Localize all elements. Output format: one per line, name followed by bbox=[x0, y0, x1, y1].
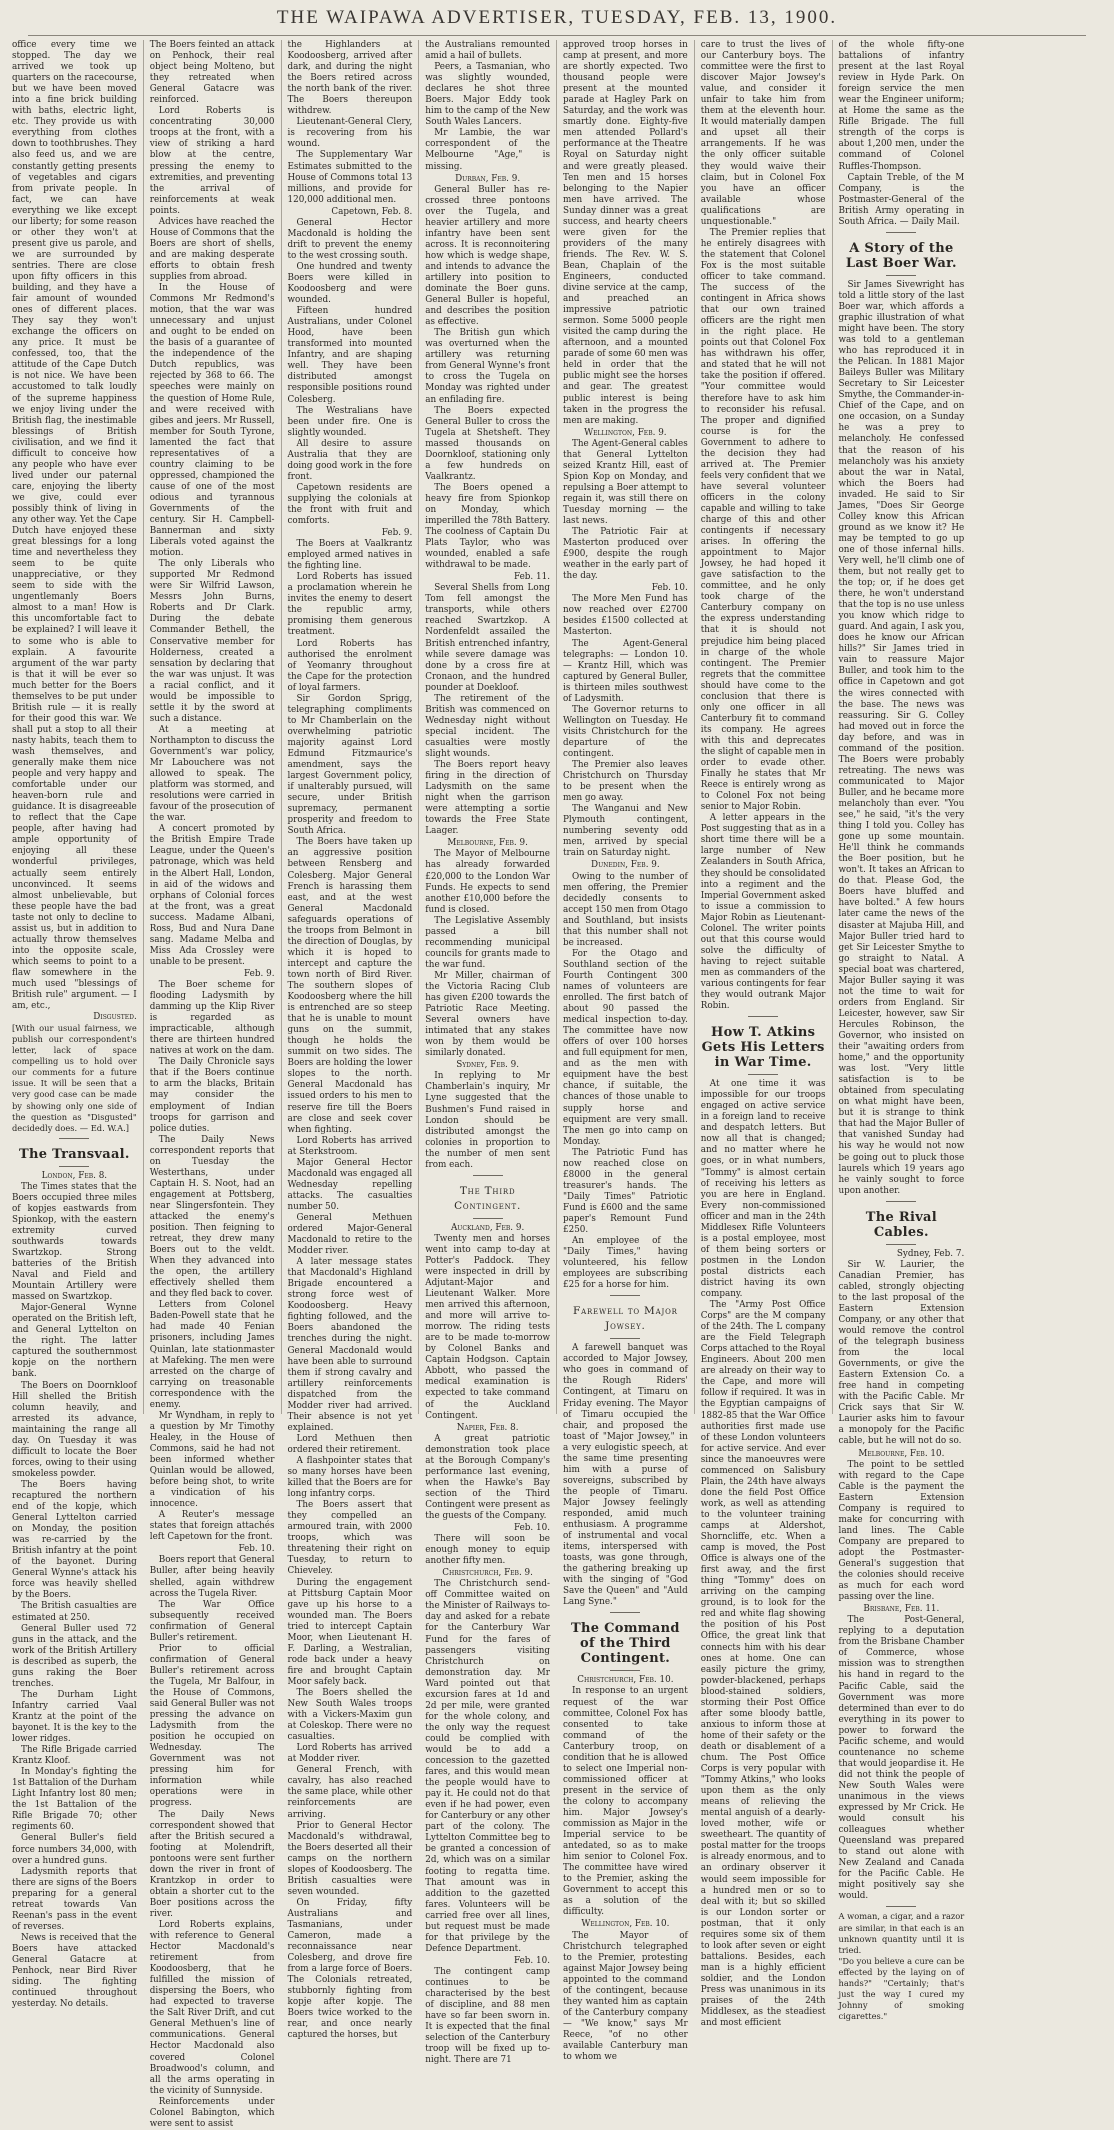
paragraph: The Times states that the Boers occupied three miles of kopjes eastwards from Spionkop, with the eastern extremity curved southwards towards Swartzkop. Strong batteries of the British Naval and Field and Mountain Artillery were massed on Swartzkop. bbox=[12, 1181, 137, 1303]
paragraph: Ladysmith reports that there are signs of the Boers preparing for a general retreat towards Van Reenan's pass in the event of reverses. bbox=[12, 1866, 137, 1932]
dateline: Wellington, Feb. 10. bbox=[581, 1919, 670, 1930]
paragraph: A farewell banquet was accorded to Major Jowsey, who goes in command of the Rough Riders' Contingent, at Timaru on Friday evening. The Mayor of Timaru occupied the chair, and proposed the toast of "Major Jowsey," in a very eulogistic speech, at the same time presenting him with a purse of sovereigns, subscribed by the people of Timaru. Major Jowsey feelingly responded, amid much enthusiasm. A programme of instrumental and vocal items, interspersed with toasts, was gone through, the gathering breaking up with the singing of "God Save the Queen" and "Auld Lang Syne." bbox=[563, 1343, 688, 1608]
paragraph: Lord Roberts has arrived at Modder river. bbox=[287, 1743, 413, 1765]
paragraph: Mr Lambie, the war correspondent of the Melbourne "Age," is missing. bbox=[425, 128, 550, 172]
divider bbox=[473, 1218, 503, 1219]
divider bbox=[886, 275, 916, 276]
paragraph: During the engagement at Pittsburg Captain Moor gave up his horse to a wounded man. The Boers tried to intercept Captain Moor, when Lieutenant H. F. Darling, a Westralian, rode back under a heavy fire and brought Captain Moor safely back. bbox=[287, 1577, 413, 1687]
letter-body: office every time we stopped. The day we arrived we took up quarters on the racecourse, but we have been moved into a fine brick building with baths, electric light, etc. They provide us with everything from clothes down to toothbrushes. They also feed us, and we are constantly getting presents of vegetables and cigars from private people. In fact, we can have everything we like except our liberty; for some reason or other they won't at present give us parole, and we are surrounded by sentries. There are close upon fifty officers in this building, and they have a fair amount of wounded ones of different places. They say they won't exchange the officers on any price. It must be confessed, too, that the attitude of the Cape Dutch is not nice. We have been accustomed to talk loudly of the supreme happiness we enjoy living under the British flag, the inestimable blessings of British civilisation, and we find it difficult to conceive how any people who have ever lived under our paternal care, enjoying the liberty we give, could ever possibly think of living in any other way. Yet the Cape Dutch have enjoyed these great blessings for a long time and nevertheless they seem to be quite unappreciative, or they seem to side with the ungentlemanly Boers almost to a man! How is this uncomfortable fact to be explained? I will leave it to some who is able to explain. A favourite argument of the war party is that it will be ever so much better for the Boers themselves to be put under British rule — it is really for their good this war. We shall put a stop to all their nasty habits, teach them to wash themselves, and generally make them nice people and very happy and comfortable under our heaven-born rule and guidance. It is disagreeable to reflect that the Cape people, after having had ample opportunity of enjoying all these wonderful privileges, actually seem entirely unconvinced. It seems almost unbelievable, but these people have the bad taste not only to decline to assist us, but in addition to actually throw themselves into the opposite scale, which seems to point to a flaw somewhere in the much used "blessings of British rule" argument. — I am, etc., bbox=[12, 40, 137, 1012]
paragraph: Sir James Sivewright has told a little story of the last Boer war, which affords a graphic illustration of what might have been. The story was told to a gentleman who has reproduced it in the Pelican. In 1881 Major Baileys Buller was Military Secretary to Sir Leicester Smythe, the Commander-in-Chief of the Cape, and on one occasion, on a Sunday he was a prey to melancholy. He confessed that the reason of his melancholy was his anxiety about the war in Natal, which the Boers had invaded. He said to Sir James, "Does Sir George Colley know this African ground as we know it? He may be tempted to go up one of those infernal hills. Very well, he'll climb one of them, but not really get to the top; or, if he does get there, he won't understand that the top is no use unless you know which ridge to guard. And again, I ask you, does he know our African hills?" Sir James tried in vain to reassure Major Buller, and took him to the office in Capetown and got the wires connected with the base. The news was reassuring. Sir G. Colley had moved out in force the day before, and was in command of the position. The Boers were probably retreating. The news was communicated to Major Buller, and he became more melancholy than ever. "You see," he said, "it's the very thing I told you. Colley has gone up some mountain. He'll think he commands the Boer position, but he won't. It takes an African to do that. Please God, the Boers have bluffed and have bolted." A few hours later came the news of the disaster at Majuba Hill, and Major Buller tried hard to get Sir Leicester Smythe to go straight to Natal. A special boat was chartered, Major Buller saying it was not the time to wait for orders from England. Sir Leicester, however, saw Sir Hercules Robinson, the Governor, who insisted on their "awaiting orders from home," and the opportunity was lost. "Very little satisfaction is to be obtained from speculating on what might have been, but it is strange to think that had the Major Buller of that vanished Sunday had his way he would not now be going out to pluck those laurels which 19 years ago he vainly sought to force upon another. bbox=[838, 279, 965, 1196]
column-6 bbox=[695, 40, 833, 2029]
divider bbox=[610, 1670, 640, 1671]
paragraph: Mr Wyndham, in reply to a question by Mr Timothy Healey, in the House of Commons, said he had not been informed whether Quinlan would be allowed, before being shot, to write a vindication of his innocence. bbox=[149, 1410, 275, 1510]
dateline: Melbourne, Feb. 9. bbox=[447, 838, 528, 849]
paragraph: General French, with cavalry, has also reached the same place, while other reinforcements are arriving. bbox=[287, 1765, 413, 1820]
paragraph: The Legislative Assembly passed a bill recommending municipal councils for grants made to the war fund. bbox=[425, 915, 550, 970]
paragraph: General Hector Macdonald is holding the drift to prevent the enemy to the west crossing south. bbox=[287, 217, 413, 261]
paragraph: There will soon be enough money to equip another fifty men. bbox=[425, 1534, 550, 1567]
column-1 bbox=[6, 40, 144, 2010]
paragraph: The Daily News correspondent showed that after the British secured a footing at Molendrift, pontoons were sent further down the river in front of Krantzkop in order to obtain a shorter cut to the Boer positions across the river. bbox=[149, 1809, 275, 1919]
paragraph: Capetown residents are supplying the colonials at the front with fruit and comforts. bbox=[287, 482, 413, 527]
paragraph: The "Army Post Office Corps" are the M company of the 24th. The L company are the Field Telegraph Corps attached to the Royal Engineers. About 200 men are already on their way to the Cape, and more will follow if required. It was in the Egyptian campaigns of 1882-85 that the War Office authorities first made use of these London volunteers for active service. And ever since the manoeuvres were commenced on Salisbury Plain, the 24th have always done the field Post Office work, as well as attending to the volunteer training camps at Aldershot, Shorncliffe, etc. When a camp is moved, the Post Office is always one of the first away, and the first thing "Tommy" does on arriving on the camping ground, is to look for the red and white flag showing the position of his Post Office, the great link that connects him with his dear ones at home. One can easily picture the grimy, powder-blackened, perhaps blood-stained soldiers, storming their Post Office after some bloody battle, anxious to inform those at home of their safety or the death or disablement of a chum. The Post Office Corps is very popular with "Tommy Atkins," who looks upon them as the only means of relieving the mental anguish of a dearly-loved mother, wife or sweetheart. The quantity of postal matter for the troops is already enormous, and to an ordinary observer it would seem impossible for a hundred men or so to deal with it; but so skilled is our London sorter or postman, that it only requires some six of them to look after seven or eight battalions. Besides, each man is a highly efficient soldier, and the London Press was unanimous in its praises of the 24th Middlesex, as the steadiest and most efficient bbox=[700, 1300, 826, 2029]
paragraph: The Agent-General telegraphs: — London 10. — Krantz Hill, which was captured by General Buller, is thirteen miles southwest of Ladysmith. bbox=[563, 638, 688, 704]
dateline: Sydney, Feb. 9. bbox=[456, 1060, 520, 1071]
column-4 bbox=[419, 40, 557, 2066]
paragraph: The Agent-General cables that General Lyttelton seized Krantz Hill, east of Spion Kop on Monday, and repulsing a Boer attempt to regain it, was still there on Tuesday morning — the last news. bbox=[563, 438, 688, 527]
divider bbox=[886, 1201, 916, 1202]
dateline: Brisbane, Feb. 11. bbox=[863, 1604, 940, 1615]
paragraph: Captain Treble, of the M Company, is the Postmaster-General of the British Army operating in South Africa. — Daily Mail. bbox=[838, 172, 965, 227]
paragraph: The Boers opened a heavy fire from Spionkop on Monday, which imperilled the 78th Battery. The coolness of Captain Du Plats Taylor, who was wounded, enabled a safe withdrawal to be made. bbox=[425, 482, 550, 571]
paragraph: At a meeting at Northampton to discuss the Government's war policy, Mr Labouchere was not allowed to speak. The platform was stormed, and resolutions were carried in favour of the prosecution of the war. bbox=[149, 724, 275, 824]
paragraph: Reinforcements under Colonel Babington, which were sent to assist bbox=[149, 2096, 275, 2129]
paragraph: In response to an urgent request of the war committee, Colonel Fox has consented to take command of the Canterbury troop, on condition that he is allowed to select one Imperial non-commissioned officer at present in the service of the colony to accompany him. Major Jowsey's commission as Major in the Imperial service to be antedated, so as to make him senior to Colonel Fox. The committee have wired to the Premier, asking the Government to accept this as a solution of the difficulty. bbox=[563, 1686, 688, 1918]
paragraph: A concert promoted by the British Empire Trade League, under the Queen's patronage, which was held in the Albert Hall, London, in aid of the widows and orphans of Colonial forces at the front, was a great success. Madame Albani, Ross, Bud and Nura Dane sang. Madame Melba and Miss Ada Crossley were unable to be present. bbox=[149, 824, 275, 967]
paragraph: The Patriotic Fund has now reached close on £8000 in the general treasurer's hands. The "Daily Times" Patriotic Fund is £600 and the same paper's Remount Fund £250. bbox=[563, 1147, 688, 1236]
paragraph: The Premier replies that he entirely disagrees with the statement that Colonel Fox is the most suitable officer to take command. The success of the contingent in Africa shows that our own trained officers are the right men in the right place. He points out that Colonel Fox has withdrawn his offer, and stated that he will not take the position if offered. "Your committee would therefore have to ask him to reconsider his refusal. The proper and dignified course is for the Government to adhere to the decision they had arrived at. The Premier feels very confident that we have several volunteer officers in the colony capable and willing to take charge of this and other contingents if necessary arises. In offering the appointment to Major Jowsey, he had hoped it gave satisfaction to the committee, and he only took charge of the Canterbury company on the express understanding that it is should not prejudice him being placed in charge of the whole contingent. The Premier regrets that the committee should have come to the conclusion that there is only one officer in all Canterbury fit to command its company. He agrees with this and deprecates the slight of capable men in order to evade other. Finally he states that Mr Reece is entirely wrong as to Colonel Fox not being senior to Major Robin. bbox=[700, 227, 826, 813]
paragraph: The Governor returns to Wellington on Tuesday. He visits Christchurch for the departure of the contingent. bbox=[563, 704, 688, 759]
paragraph: On Friday, fifty Australians and Tasmanians, under Cameron, made a reconnaissance near Colesberg, and drove fire from a large force of Boers. The Colonials retreated, stubbornly fighting from kopje after kopje. The Boers twice worked to the rear, and once nearly captured the horses, but bbox=[287, 1897, 413, 2041]
paragraph: The Patriotic Fair at Masterton produced over £900, despite the rough weather in the early part of the day. bbox=[563, 527, 688, 582]
dateline: Feb. 9. bbox=[244, 968, 275, 979]
paragraph: of the whole fifty-one battalions of infantry present at the last Royal review in Hyde Park. On foreign service the men wear the Engineer uniform; at Home the same as the Rifle Brigade. The full strength of the corps is about 1,200 men, under the command of Colonel Ruffles-Thompson. bbox=[838, 40, 965, 172]
paragraph: A flashpointer states that so many horses have been killed that the Boers are for long infantry corps. bbox=[287, 1456, 413, 1500]
paragraph: Lord Roberts is concentrating 30,000 troops at the front, with a view of striking a hard blow at the centre, pressing the enemy to extremities, and preventing the arrival of reinforcements at weak points. bbox=[149, 106, 275, 216]
paragraph: The Mayor of Christchurch telegraphed to the Premier, protesting against Major Jowsey being appointed to the command of the contingent, because they wanted him as captain of the Canterbury company — "We know," says Mr Reece, "of no other available Canterbury man to whom we bbox=[563, 1930, 688, 2063]
paragraph: The Post-General, replying to a deputation from the Brisbane Chamber of Commerce, whose mission was to strengthen his hand in regard to the Pacific Cable, said the Government was more determined than ever to do everything in its power to power to forward the Pacific scheme, and would countenance no scheme that would jeopardise it. He did not think the people of New South Wales were unanimous in the views expressed by Mr Crick. He would consult his colleagues whether Queensland was prepared to stand out alone with New Zealand and Canada for the Pacific Cable. He might positively say she would. bbox=[838, 1615, 965, 1902]
dateline: London, Feb. 8. bbox=[41, 1170, 108, 1181]
paragraph: In replying to Mr Chamberlain's inquiry, Mr Lyne suggested that the Bushmen's Fund raised in London should be distributed amongst the colonies in proportion to the number of men sent from each. bbox=[425, 1071, 550, 1170]
paragraph: approved troop horses in camp at present, and more are shortly expected. Two thousand people were present at the mounted parade at Hagley Park on Saturday, and the work was smartly done. Eighty-five men attended Pollard's performance at the Theatre Royal on Saturday night and were greatly pleased. Ten men and 15 horses belonging to the Napier men have arrived. The Sunday dinner was a great success, and hearty cheers were given for the providers of the many friends. The Rev. W. S. Bean, Chaplain of the Engineers, conducted divine service at the camp, and preached an impressive patriotic sermon. Some 5000 people visited the camp during the afternoon, and a mounted parade of some 60 men was held in order that the public might see the horses and gear. The greatest public interest is being taken in the progress the men are making. bbox=[563, 40, 688, 426]
paragraph: Mr Miller, chairman of the Victoria Racing Club has given £200 towards the Patriotic Race Meeting. Several owners have intimated that any stakes won by them would be similarly donated. bbox=[425, 970, 550, 1059]
divider bbox=[886, 232, 916, 233]
paragraph: Major General Hector Macdonald was engaged all Wednesday repelling attacks. The casualties number 50. bbox=[287, 1157, 413, 1212]
column-2 bbox=[144, 40, 282, 2129]
divider bbox=[610, 1295, 640, 1296]
paragraph: The retirement of the British was commenced on Wednesday night without special incident. The casualties were mostly slight wounds. bbox=[425, 693, 550, 759]
paragraph: The Boers report heavy firing in the direction of Ladysmith on the same night when the garrison were attempting a sortie towards the Free State Laager. bbox=[425, 760, 550, 837]
divider bbox=[610, 1612, 640, 1613]
paragraph: Lord Roberts explains, with reference to General Hector Macdonald's retirement from Koodoosberg, that he fulfilled the mission of dispersing the Boers, who had expected to traverse the Salt River Drift, and cut General Methuen's line of communications. General Hector Macdonald also covered Colonel Broadwood's column, and all the arms operating in the vicinity of Sunnyside. bbox=[149, 1919, 275, 2096]
paragraph: A later message states that Macdonald's Highland Brigade encountered a strong force west of Koodoosberg. Heavy fighting followed, and the Boers abandoned the trenches during the night. General Macdonald would have been able to surround them if strong cavalry and artillery reinforcements dispatched from the Modder river had arrived. Their absence is not yet explained. bbox=[287, 1257, 413, 1433]
headline-transvaal: The Transvaal. bbox=[18, 1146, 130, 1162]
divider bbox=[748, 1074, 778, 1075]
headline-rival-cables: The Rival Cables. bbox=[865, 1209, 938, 1240]
paragraph: The Boers at Vaalkrantz employed armed natives in the fighting line. bbox=[287, 539, 413, 572]
dateline: Feb. 10. bbox=[238, 1544, 275, 1555]
dateline: Feb. 9. bbox=[381, 528, 413, 539]
newspaper-columns bbox=[6, 40, 1108, 2129]
masthead: THE WAIPAWA ADVERTISER, TUESDAY, FEB. 13, 1900. bbox=[276, 7, 838, 28]
paragraph: The Christchurch send-off Committee waited on the Minister of Railways to-day and asked for a rebate for the Canterbury War Fund for the fares of passengers visiting Christchurch on demonstration day. Mr Ward pointed out that excursion fares at 1d and 2d per mile, were granted for the whole colony, and the only way the request could be complied with would be to add a concession to the gazetted fares, and this would mean the people would have to pay it. He could not do that even if he had power, even for Canterbury or any other part of the colony. The Lyttelton Committee beg to be granted a concession of 2d, which was on a similar footing to regatta time. That amount was in addition to the gazetted fares. Volunteers will be carried free over all lines, but request must be made for that privilege by the Defence Department. bbox=[425, 1579, 550, 1954]
divider bbox=[610, 1338, 640, 1339]
paragraph: The British gun which was overturned when the artillery was returning from General Wynne's front to cross the Tugela on Monday was righted under an enfilading fire. bbox=[425, 328, 550, 405]
paragraph: In Monday's fighting the 1st Battalion of the Durham Light Infantry lost 80 men; the 1st Battalion of the Rifle Brigade 70; other regiments 60. bbox=[12, 1767, 137, 1833]
dateline: Feb. 10. bbox=[651, 583, 688, 594]
paragraph: The Rifle Brigade carried Krantz Kloof. bbox=[12, 1745, 137, 1767]
headline-last-boer-war: A Story of the Last Boer War. bbox=[845, 240, 957, 271]
headline-farewell-jowsey: Farewell to Major Jowsey. bbox=[573, 1305, 678, 1333]
paragraph: Major-General Wynne operated on the British left, and General Lyttelton on the right. The latter captured the southernmost kopje on the northern bank. bbox=[12, 1303, 137, 1380]
paragraph: The Mayor of Melbourne has already forwarded £20,000 to the London War Funds. He expects to send another £10,000 before the fund is closed. bbox=[425, 849, 550, 915]
divider bbox=[886, 1906, 916, 1907]
paragraph: A Reuter's message states that foreign attachés left Capetown for the front. bbox=[149, 1510, 275, 1543]
paragraph: The More Men Fund has now reached over £2700 besides £1500 collected at Masterton. bbox=[563, 594, 688, 638]
paragraph: The Durham Light Infantry carried Vaal Krantz at the point of the bayonet. It is the key to the lower ridges. bbox=[12, 1689, 137, 1745]
headline-command-third-contingent: The Command of the Third Contingent. bbox=[571, 1621, 680, 1667]
paragraph: Lord Methuen then ordered their retirement. bbox=[287, 1433, 413, 1455]
paragraph: Twenty men and horses went into camp to-day at Potter's Paddock. They were inspected in drill by Adjutant-Major and Lieutenant Walker. More men arrived this afternoon, and more will arrive to-morrow. The riding tests are to be made to-morrow by Colonel Banks and Captain Hodgson. Captain Abbott, who passed the medical examination is expected to take command of the Auckland Contingent. bbox=[425, 1233, 550, 1421]
paragraph: The Boers feinted an attack on Penhock, their real object being Molteno, but they retreated when General Gatacre was reinforced. bbox=[149, 40, 275, 106]
paragraph: Boers report that General Buller, after being heavily shelled, again withdrew across the Tugela River. bbox=[149, 1555, 275, 1599]
column-3 bbox=[282, 40, 420, 2041]
column-5 bbox=[557, 40, 695, 2063]
divider bbox=[886, 1244, 916, 1245]
paragraph: A letter appears in the Post suggesting that as in a short time there will be a large number of New Zealanders in South Africa, they should be consolidated into a regiment and the Imperial Government asked to issue a commission to Major Robin as Lieutenant-Colonel. The writer points out that this course would solve the difficulty of having to reject suitable men as commanders of the various contingents for fear they would outrank Major Robin. bbox=[700, 813, 826, 1012]
editor-note: [With our usual fairness, we publish our correspondent's letter, lack of space compelling us to hold over our comments for a future issue. It will be seen that a very good case can be made by showing only one side of the question as "Disgusted" decidedly does. — Ed. W.A.] bbox=[12, 1023, 137, 1133]
headline-atkins-letters: How T. Atkins Gets His Letters in War Time. bbox=[701, 1025, 825, 1071]
dateline: Napier, Feb. 8. bbox=[456, 1422, 519, 1433]
dateline: Durban, Feb. 9. bbox=[455, 173, 521, 184]
headline-third-contingent: The Third Contingent. bbox=[454, 1184, 522, 1212]
paragraph: Lord Roberts has issued a proclamation wherein he invites the enemy to desert the republic army, promising them generous treatment. bbox=[287, 572, 413, 638]
paragraph: General Buller has re-crossed three pontoons over the Tugela, and heavier artillery and more infantry have been sent across. It is reconnoitering how which is wedge shape, and intends to advance the artillery into position to dominate the Boer guns. General Buller is hopeful, and describes the position as effective. bbox=[425, 184, 550, 328]
paragraph: The contingent camp continues to be characterised by the best of discipline, and 88 men have so far been sworn in. It is expected that the final selection of the Canterbury troop will be fixed up to-night. There are 71 bbox=[425, 1966, 550, 2066]
paragraph: In the House of Commons Mr Redmond's motion, that the war was unnecessary and unjust and ought to be ended on the basis of a guarantee of the independence of the Dutch republics, was rejected by 368 to 66. The speeches were mainly on the question of Home Rule, and were received with gibes and jeers. Mr Russell, member for South Tyrone, lamented the fact that representatives of a country claiming to be oppressed, championed the cause of one of the most odious and tyrannous Governments of the century. Sir H. Campbell-Bannerman and sixty Liberals voted against the motion. bbox=[149, 283, 275, 559]
paragraph: General Methuen ordered Major-General Macdonald to retire to the Modder river. bbox=[287, 1212, 413, 1257]
paragraph: Sir W. Laurier, the Canadian Premier, has cabled, strongly objecting to the last proposal of the Eastern Extension Company, or any other that would remove the control of the telegraph business from the local Governments, or give the Eastern Extension Co. a free hand in competing with the Pacific Cable. Mr Crick says that Sir W. Laurier asks him to favour a monopoly for the Pacific cable, but he will not do so. bbox=[838, 1259, 965, 1447]
dateline: Christchurch, Feb. 10. bbox=[577, 1675, 674, 1686]
paragraph: care to trust the lives of our Canterbury boys. The committee were the first to discover Major Jowsey's value, and consider it unfair to take him from them at the eleventh hour. It would materially dampen and upset all their arrangements. If he was the only officer suitable they would waive their claim, but in Colonel Fox you have an officer available whose qualifications are unquestionable." bbox=[700, 40, 826, 227]
paragraph: All desire to assure Australia that they are doing good work in the fore front. bbox=[287, 438, 413, 482]
paragraph: the Australians remounted amid a hail of bullets. bbox=[425, 40, 550, 62]
divider bbox=[748, 1016, 778, 1017]
paragraph: The Daily News correspondent reports that on Tuesday the Westerthans, under Captain H. S. Noot, had an engagement at Pottsberg, near Slingersfontein. They attacked the enemy's position. Then feigning to retreat, they drew many Boers out to the veldt. When they advanced into the open, the artillery effectively shelled them and they fled back to cover. bbox=[149, 1134, 275, 1300]
paragraph: A great patriotic demonstration took place at the Borough Company's performance last evening, when the Hawke's Bay section of the Third Contingent were present as the guests of the Company. bbox=[425, 1433, 550, 1521]
dateline: Feb. 10. bbox=[513, 1955, 550, 1966]
paragraph: For the Otago and Southland section of the Fourth Contingent 300 names of volunteers are enrolled. The first batch of about 90 passed the medical inspection to-day. The committee have now offers of over 100 horses and full equipment for men, and as the men with equipment have the best chance, if suitable, the chances of those unable to supply horse and equipment are very small. The men go into camp on Monday. bbox=[563, 948, 688, 1147]
paragraph: An employee of the "Daily Times," having volunteered, his fellow employees are subscribing £25 for a horse for him. bbox=[563, 1236, 688, 1291]
paragraph: The only Liberals who supported Mr Redmond were Sir Wilfrid Lawson, Messrs John Burns, Roberts and Dr Clark. During the debate Commander Bethell, the Conservative member for Holderness, created a sensation by declaring that the war was unjust. It was a racial conflict, and it would be impossible to settle it by the sword at such a distance. bbox=[149, 559, 275, 724]
paragraph: The point to be settled with regard to the Cape Cable is the payment the Eastern Extension Company is required to make for concurring with land lines. The Cable Company are prepared to adopt the Postmaster-General's suggestion that the colonies should receive as much for each word passing over the line. bbox=[838, 1459, 965, 1603]
filler-note: "Do you believe a cure can be effected by the laying on of hands?" "Certainly; that's just the way I cured my Johnny of smoking cigarettes." bbox=[838, 1955, 965, 2021]
paragraph: Lord Roberts has authorised the enrolment of Yeomanry throughout the Cape for the protection of loyal farmers. bbox=[287, 638, 413, 693]
paragraph: Lord Roberts has arrived at Sterkstroom. bbox=[287, 1135, 413, 1157]
letter-signature: Disgusted. bbox=[93, 1012, 137, 1023]
paragraph: the Highlanders at Koodoosberg, arrived after dark, and during the night the Boers retired across the north bank of the river. The Boers thereupon withdrew. bbox=[287, 40, 413, 117]
paragraph: The Boers expected General Buller to cross the Tugela at Shetsheft. They massed thousands on Doornkloof, stationing only a few hundreds on Vaalkrantz. bbox=[425, 405, 550, 482]
dateline: Feb. 11. bbox=[513, 572, 550, 583]
paragraph: Several Shells from Long Tom fell amongst the transports, while others reached Swartzkop. A Nordenfeldt assailed the British entrenched infantry, while severe damage was done by a cross fire at Cronaon, and the hundred pounder at Doekloof. bbox=[425, 583, 550, 693]
paragraph: Letters from Colonel Baden-Powell state that he had made 40 Fenian prisoners, including James Quinlan, late stationmaster at Mafeking. The men were arrested on the charge of carrying on treasonable correspondence with the enemy. bbox=[149, 1300, 275, 1410]
column-7 bbox=[833, 40, 971, 2021]
paragraph: The Daily Chronicle says that if the Boers continue to arm the blacks, Britain may consider the employment of Indian troops for garrison and police duties. bbox=[149, 1057, 275, 1134]
paragraph: The Boers on Doornkloof Hill shelled the British column heavily, and arrested its advance, maintaining the range all day. On Tuesday it was difficult to locate the Boer forces, owing to their using smokeless powder. bbox=[12, 1380, 137, 1479]
dateline: Feb. 10. bbox=[513, 1523, 550, 1534]
paragraph: News is received that the Boers have attacked General Gatacre at Penhock, near Bird River siding. The fighting continued throughout yesterday. No details. bbox=[12, 1932, 137, 2010]
dateline: Wellington, Feb. 9. bbox=[584, 427, 667, 438]
paragraph: Prior to official confirmation of General Buller's retirement across the Tugela, Mr Balfour, in the House of Commons, said General Buller was not pressing the advance on Ladysmith from the position he occupied on Wednesday. The Government was not pressing him for information while operations were in progress. bbox=[149, 1643, 275, 1809]
paragraph: The Boers shelled the New South Wales troops with a Vickers-Maxim gun at Coleskop. There were no casualties. bbox=[287, 1687, 413, 1743]
paragraph: The War Office subsequently received confirmation of General Buller's retirement. bbox=[149, 1599, 275, 1643]
paragraph: The Supplementary War Estimates submitted to the House of Commons total 13 millions, and provide for 120,000 additional men. bbox=[287, 150, 413, 205]
paragraph: Advices have reached the House of Commons that the Boers are short of shells, and are making desperate efforts to obtain fresh supplies from abroad. bbox=[149, 216, 275, 282]
paragraph: Fifteen hundred Australians, under Colonel Hood, have been transformed into mounted Infantry, and are shaping well. They have been distributed amongst responsible positions round Colesberg. bbox=[287, 306, 413, 405]
filler-note: A woman, a cigar, and a razor are similar, in that each is an unknown quantity until it is tried. bbox=[838, 1911, 965, 1955]
paragraph: The Boer scheme for flooding Ladysmith by damming up the Klip River is regarded as impracticable, although there are thirteen hundred natives at work on the dam. bbox=[149, 979, 275, 1057]
paragraph: Owing to the number of men offering, the Premier decidedly consents to accept 150 men from Otago and Southland, but insists that this number shall not be increased. bbox=[563, 871, 688, 948]
paragraph: General Buller's field force numbers 34,000, with over a hundred guns. bbox=[12, 1833, 137, 1866]
dateline: Sydney, Feb. 7. bbox=[896, 1248, 965, 1259]
paragraph: General Buller used 72 guns in the attack, and the work of the British Artillery is described as superb, the guns raking the Boer trenches. bbox=[12, 1623, 137, 1689]
divider bbox=[59, 1138, 89, 1139]
paragraph: The Premier also leaves Christchurch on Thursday to be present when the men go away. bbox=[563, 760, 688, 804]
dateline: Melbourne, Feb. 10. bbox=[858, 1448, 945, 1459]
paragraph: Peers, a Tasmanian, who was slightly wounded, declares he shot three Boers. Major Eddy took him to the camp of the New South Wales Lancers. bbox=[425, 62, 550, 128]
dateline: Capetown, Feb. 8. bbox=[331, 206, 413, 217]
divider bbox=[59, 1166, 89, 1167]
paragraph: The British casualties are estimated at 250. bbox=[12, 1601, 137, 1623]
paragraph: Sir Gordon Sprigg, telegraphing compliments to Mr Chamberlain on the overwhelming patriotic majority against Lord Edmund Fitzmaurice's amendment, says the largest Government policy, if unalterably pursued, will secure, under British supremacy, permanent prosperity and freedom to South Africa. bbox=[287, 693, 413, 837]
paragraph: One hundred and twenty Boers were killed in Koodoosberg and were wounded. bbox=[287, 261, 413, 306]
dateline: Dunedin, Feb. 9. bbox=[591, 860, 660, 871]
divider bbox=[473, 1175, 503, 1176]
dateline: Christchurch, Feb. 9. bbox=[442, 1568, 533, 1579]
paragraph: The Boers have taken up an aggressive position between Rensberg and Colesberg. Major General French is harassing them east, and at the west General Macdonald safeguards operations of the troops from Belmont in the direction of Douglas, by which it is hoped to intercept and capture the town north of Bird River. The southern slopes of Koodoosberg where the hill is entrenched are so steep that he is unable to mount guns on the summit, though he holds the summit on two sides. The Boers are holding the lower slopes to the north. General Macdonald has issued orders to his men to reserve fire till the Boers are close and seek cover when fighting. bbox=[287, 837, 413, 1135]
paragraph: At one time it was impossible for our troops engaged on active service in a foreign land to receive and despatch letters. But now all that is changed; and no matter where he goes, or in what numbers, "Tommy" is almost certain of receiving his letters as you are here in England. Every non-commissioned officer and man in the 24th Middlesex Rifle Volunteers is a postal employee, most of them being sorters or postmen in the London postal districts each district having its own company. bbox=[700, 1079, 826, 1300]
paragraph: The Boers having recaptured the northern end of the kopje, which General Lyttelton carried on Monday, the position was re-carried by the British infantry at the point of the bayonet. During General Wynne's attack his force was heavily shelled by the Boers. bbox=[12, 1479, 137, 1601]
masthead-rule bbox=[28, 35, 1086, 36]
paragraph: The Boers assert that they compelled an armoured train, with 2000 troops, which was threatening their right on Tuesday, to return to Chieveley. bbox=[287, 1500, 413, 1577]
dateline: Auckland, Feb. 9. bbox=[450, 1222, 525, 1233]
paragraph: Lieutenant-General Clery, is recovering from his wound. bbox=[287, 117, 413, 150]
paragraph: Prior to General Hector Macdonald's withdrawal, the Boers deserted all their camps on the northern slopes of Koodoosberg. The British casualties were seven wounded. bbox=[287, 1820, 413, 1897]
paragraph: The Wanganui and New Plymouth contingent, numbering seventy odd men, arrived by special train on Saturday night. bbox=[563, 804, 688, 859]
paragraph: The Westralians have been under fire. One is slightly wounded. bbox=[287, 405, 413, 438]
